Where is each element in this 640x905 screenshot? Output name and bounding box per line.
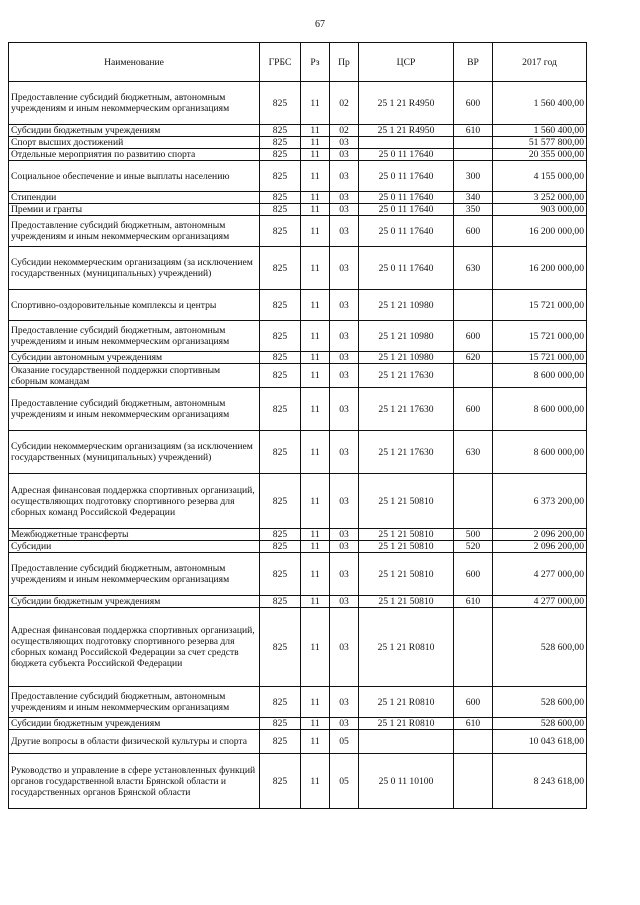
cell-csr: 25 1 21 10980 [359, 290, 454, 321]
cell-grbs: 825 [260, 82, 301, 125]
table-row [9, 125, 587, 137]
cell-rz: 11 [301, 553, 330, 596]
cell-grbs: 825 [260, 541, 301, 553]
cell-rz: 11 [301, 125, 330, 137]
cell-csr: 25 1 21 10980 [359, 352, 454, 364]
table-row [9, 192, 587, 204]
cell-pr: 03 [330, 541, 359, 553]
cell-grbs: 825 [260, 718, 301, 730]
cell-grbs: 825 [260, 364, 301, 388]
cell-name: Субсидии автономным учреждениям [9, 352, 260, 364]
table-row [9, 388, 587, 431]
cell-vr [454, 608, 493, 687]
budget-table [8, 42, 587, 809]
cell-grbs: 825 [260, 608, 301, 687]
cell-rz: 11 [301, 529, 330, 541]
cell-vr [454, 364, 493, 388]
cell-rz: 11 [301, 431, 330, 474]
cell-csr: 25 1 21 50810 [359, 474, 454, 529]
cell-csr: 25 1 21 50810 [359, 553, 454, 596]
header-pr: Пр [330, 43, 359, 82]
cell-name: Межбюджетные трансферты [9, 529, 260, 541]
table-row [9, 321, 587, 352]
cell-csr [359, 730, 454, 754]
cell-name: Спорт высших достижений [9, 137, 260, 149]
table-row [9, 364, 587, 388]
cell-sum: 1 560 400,00 [493, 125, 587, 137]
cell-vr [454, 730, 493, 754]
cell-rz: 11 [301, 730, 330, 754]
cell-vr: 500 [454, 529, 493, 541]
table-header-row [9, 43, 587, 82]
cell-rz: 11 [301, 290, 330, 321]
cell-vr: 600 [454, 216, 493, 247]
cell-pr: 03 [330, 529, 359, 541]
cell-csr: 25 1 21 17630 [359, 364, 454, 388]
cell-sum: 528 600,00 [493, 718, 587, 730]
cell-grbs: 825 [260, 687, 301, 718]
cell-name: Субсидии бюджетным учреждениям [9, 596, 260, 608]
cell-pr: 05 [330, 754, 359, 809]
cell-vr: 600 [454, 388, 493, 431]
cell-pr: 03 [330, 718, 359, 730]
cell-rz: 11 [301, 474, 330, 529]
cell-grbs: 825 [260, 216, 301, 247]
cell-pr: 03 [330, 161, 359, 192]
cell-name: Предоставление субсидий бюджетным, автономным учреждениям и иным некоммерческим организациям [9, 216, 260, 247]
cell-name: Руководство и управление в сфере установленных функций органов государственной власти Брянской области и государственных органов Брянской области [9, 754, 260, 809]
cell-name: Субсидии бюджетным учреждениям [9, 718, 260, 730]
cell-grbs: 825 [260, 137, 301, 149]
cell-name: Предоставление субсидий бюджетным, автономным учреждениям и иным некоммерческим организациям [9, 321, 260, 352]
table-row [9, 608, 587, 687]
cell-csr: 25 1 21 50810 [359, 596, 454, 608]
cell-csr: 25 1 21 R4950 [359, 125, 454, 137]
cell-rz: 11 [301, 192, 330, 204]
cell-pr: 03 [330, 608, 359, 687]
cell-pr: 03 [330, 596, 359, 608]
cell-pr: 03 [330, 204, 359, 216]
cell-vr: 600 [454, 82, 493, 125]
cell-rz: 11 [301, 149, 330, 161]
table-row [9, 149, 587, 161]
cell-grbs: 825 [260, 596, 301, 608]
cell-csr: 25 1 21 R0810 [359, 608, 454, 687]
cell-sum: 2 096 200,00 [493, 529, 587, 541]
table-row [9, 687, 587, 718]
cell-vr: 620 [454, 352, 493, 364]
cell-grbs: 825 [260, 754, 301, 809]
cell-rz: 11 [301, 541, 330, 553]
cell-sum: 528 600,00 [493, 687, 587, 718]
cell-name: Адресная финансовая поддержка спортивных организаций, осуществляющих подготовку спортивного резерва для сборных команд Российской Федерации за счет средств бюджета субъекта Российской Федерации [9, 608, 260, 687]
table-row [9, 161, 587, 192]
cell-name: Субсидии некоммерческим организациям (за исключением государственных (муниципальных) учреждений) [9, 431, 260, 474]
cell-rz: 11 [301, 388, 330, 431]
cell-pr: 03 [330, 216, 359, 247]
cell-vr: 610 [454, 596, 493, 608]
cell-grbs: 825 [260, 321, 301, 352]
cell-csr: 25 1 21 50810 [359, 541, 454, 553]
cell-name: Предоставление субсидий бюджетным, автономным учреждениям и иным некоммерческим организациям [9, 687, 260, 718]
cell-grbs: 825 [260, 431, 301, 474]
cell-grbs: 825 [260, 204, 301, 216]
cell-sum: 6 373 200,00 [493, 474, 587, 529]
table-row [9, 553, 587, 596]
table-row [9, 216, 587, 247]
cell-sum: 3 252 000,00 [493, 192, 587, 204]
cell-vr [454, 149, 493, 161]
cell-vr: 340 [454, 192, 493, 204]
cell-grbs: 825 [260, 149, 301, 161]
cell-csr: 25 1 21 50810 [359, 529, 454, 541]
cell-sum: 903 000,00 [493, 204, 587, 216]
cell-sum: 51 577 800,00 [493, 137, 587, 149]
cell-pr: 02 [330, 82, 359, 125]
cell-pr: 03 [330, 137, 359, 149]
table-row [9, 474, 587, 529]
cell-sum: 528 600,00 [493, 608, 587, 687]
header-name: Наименование [9, 43, 260, 82]
cell-name: Спортивно-оздоровительные комплексы и центры [9, 290, 260, 321]
cell-csr: 25 1 21 10980 [359, 321, 454, 352]
cell-sum: 1 560 400,00 [493, 82, 587, 125]
cell-csr: 25 1 21 17630 [359, 431, 454, 474]
cell-pr: 03 [330, 247, 359, 290]
cell-sum: 20 355 000,00 [493, 149, 587, 161]
cell-sum: 4 155 000,00 [493, 161, 587, 192]
table-row [9, 730, 587, 754]
header-rz: Рз [301, 43, 330, 82]
cell-sum: 16 200 000,00 [493, 216, 587, 247]
cell-sum: 15 721 000,00 [493, 290, 587, 321]
cell-name: Адресная финансовая поддержка спортивных организаций, осуществляющих подготовку спортивного резерва для сборных команд Российской Федерации [9, 474, 260, 529]
cell-vr: 630 [454, 431, 493, 474]
table-row [9, 431, 587, 474]
cell-csr: 25 0 11 17640 [359, 149, 454, 161]
cell-grbs: 825 [260, 290, 301, 321]
cell-rz: 11 [301, 137, 330, 149]
cell-rz: 11 [301, 161, 330, 192]
cell-rz: 11 [301, 754, 330, 809]
cell-sum: 15 721 000,00 [493, 352, 587, 364]
cell-pr: 03 [330, 192, 359, 204]
header-vr: ВР [454, 43, 493, 82]
cell-vr: 520 [454, 541, 493, 553]
cell-vr: 610 [454, 125, 493, 137]
cell-pr: 05 [330, 730, 359, 754]
cell-csr: 25 0 11 17640 [359, 192, 454, 204]
cell-vr [454, 137, 493, 149]
cell-sum: 4 277 000,00 [493, 596, 587, 608]
table-row [9, 204, 587, 216]
cell-sum: 15 721 000,00 [493, 321, 587, 352]
cell-pr: 03 [330, 352, 359, 364]
cell-grbs: 825 [260, 474, 301, 529]
cell-pr: 03 [330, 553, 359, 596]
cell-vr: 300 [454, 161, 493, 192]
cell-rz: 11 [301, 352, 330, 364]
table-row [9, 754, 587, 809]
cell-vr: 630 [454, 247, 493, 290]
table-body [9, 82, 587, 809]
table-row [9, 290, 587, 321]
cell-grbs: 825 [260, 247, 301, 290]
cell-name: Субсидии бюджетным учреждениям [9, 125, 260, 137]
cell-pr: 03 [330, 364, 359, 388]
cell-vr: 600 [454, 553, 493, 596]
cell-sum: 2 096 200,00 [493, 541, 587, 553]
cell-rz: 11 [301, 364, 330, 388]
cell-rz: 11 [301, 204, 330, 216]
cell-sum: 8 600 000,00 [493, 364, 587, 388]
cell-csr: 25 0 11 17640 [359, 247, 454, 290]
table-row [9, 82, 587, 125]
cell-name: Отдельные мероприятия по развитию спорта [9, 149, 260, 161]
cell-name: Предоставление субсидий бюджетным, автономным учреждениям и иным некоммерческим организациям [9, 388, 260, 431]
cell-rz: 11 [301, 596, 330, 608]
table-row [9, 529, 587, 541]
cell-pr: 03 [330, 321, 359, 352]
cell-name: Субсидии [9, 541, 260, 553]
cell-name: Социальное обеспечение и иные выплаты населению [9, 161, 260, 192]
cell-sum: 16 200 000,00 [493, 247, 587, 290]
table-row [9, 352, 587, 364]
cell-grbs: 825 [260, 553, 301, 596]
cell-name: Предоставление субсидий бюджетным, автономным учреждениям и иным некоммерческим организациям [9, 82, 260, 125]
cell-pr: 03 [330, 687, 359, 718]
table-row [9, 718, 587, 730]
cell-sum: 4 277 000,00 [493, 553, 587, 596]
table-row [9, 541, 587, 553]
cell-name: Предоставление субсидий бюджетным, автономным учреждениям и иным некоммерческим организациям [9, 553, 260, 596]
cell-vr [454, 290, 493, 321]
cell-rz: 11 [301, 718, 330, 730]
cell-name: Другие вопросы в области физической культуры и спорта [9, 730, 260, 754]
cell-name: Субсидии некоммерческим организациям (за исключением государственных (муниципальных) учреждений) [9, 247, 260, 290]
cell-vr: 610 [454, 718, 493, 730]
cell-grbs: 825 [260, 529, 301, 541]
cell-sum: 8 600 000,00 [493, 431, 587, 474]
cell-grbs: 825 [260, 125, 301, 137]
cell-rz: 11 [301, 247, 330, 290]
cell-rz: 11 [301, 687, 330, 718]
cell-grbs: 825 [260, 192, 301, 204]
cell-rz: 11 [301, 608, 330, 687]
cell-vr: 350 [454, 204, 493, 216]
cell-csr: 25 1 21 R0810 [359, 718, 454, 730]
cell-vr: 600 [454, 321, 493, 352]
cell-vr: 600 [454, 687, 493, 718]
cell-pr: 02 [330, 125, 359, 137]
cell-pr: 03 [330, 388, 359, 431]
cell-csr: 25 0 11 17640 [359, 161, 454, 192]
cell-sum: 8 243 618,00 [493, 754, 587, 809]
cell-sum: 8 600 000,00 [493, 388, 587, 431]
header-sum: 2017 год [493, 43, 587, 82]
cell-vr [454, 474, 493, 529]
cell-rz: 11 [301, 216, 330, 247]
cell-pr: 03 [330, 474, 359, 529]
table-row [9, 247, 587, 290]
cell-name: Оказание государственной поддержки спортивным сборным командам [9, 364, 260, 388]
cell-csr: 25 1 21 R4950 [359, 82, 454, 125]
cell-name: Стипендии [9, 192, 260, 204]
page-number: 67 [315, 19, 325, 30]
cell-grbs: 825 [260, 352, 301, 364]
cell-rz: 11 [301, 321, 330, 352]
cell-name: Премии и гранты [9, 204, 260, 216]
cell-pr: 03 [330, 149, 359, 161]
header-grbs: ГРБС [260, 43, 301, 82]
cell-vr [454, 754, 493, 809]
cell-pr: 03 [330, 431, 359, 474]
table-row [9, 137, 587, 149]
cell-pr: 03 [330, 290, 359, 321]
cell-csr: 25 0 11 10100 [359, 754, 454, 809]
cell-csr: 25 1 21 R0810 [359, 687, 454, 718]
table-row [9, 596, 587, 608]
cell-grbs: 825 [260, 730, 301, 754]
cell-grbs: 825 [260, 388, 301, 431]
cell-sum: 10 043 618,00 [493, 730, 587, 754]
cell-grbs: 825 [260, 161, 301, 192]
cell-rz: 11 [301, 82, 330, 125]
header-csr: ЦСР [359, 43, 454, 82]
cell-csr: 25 1 21 17630 [359, 388, 454, 431]
cell-csr: 25 0 11 17640 [359, 204, 454, 216]
cell-csr [359, 137, 454, 149]
cell-csr: 25 0 11 17640 [359, 216, 454, 247]
